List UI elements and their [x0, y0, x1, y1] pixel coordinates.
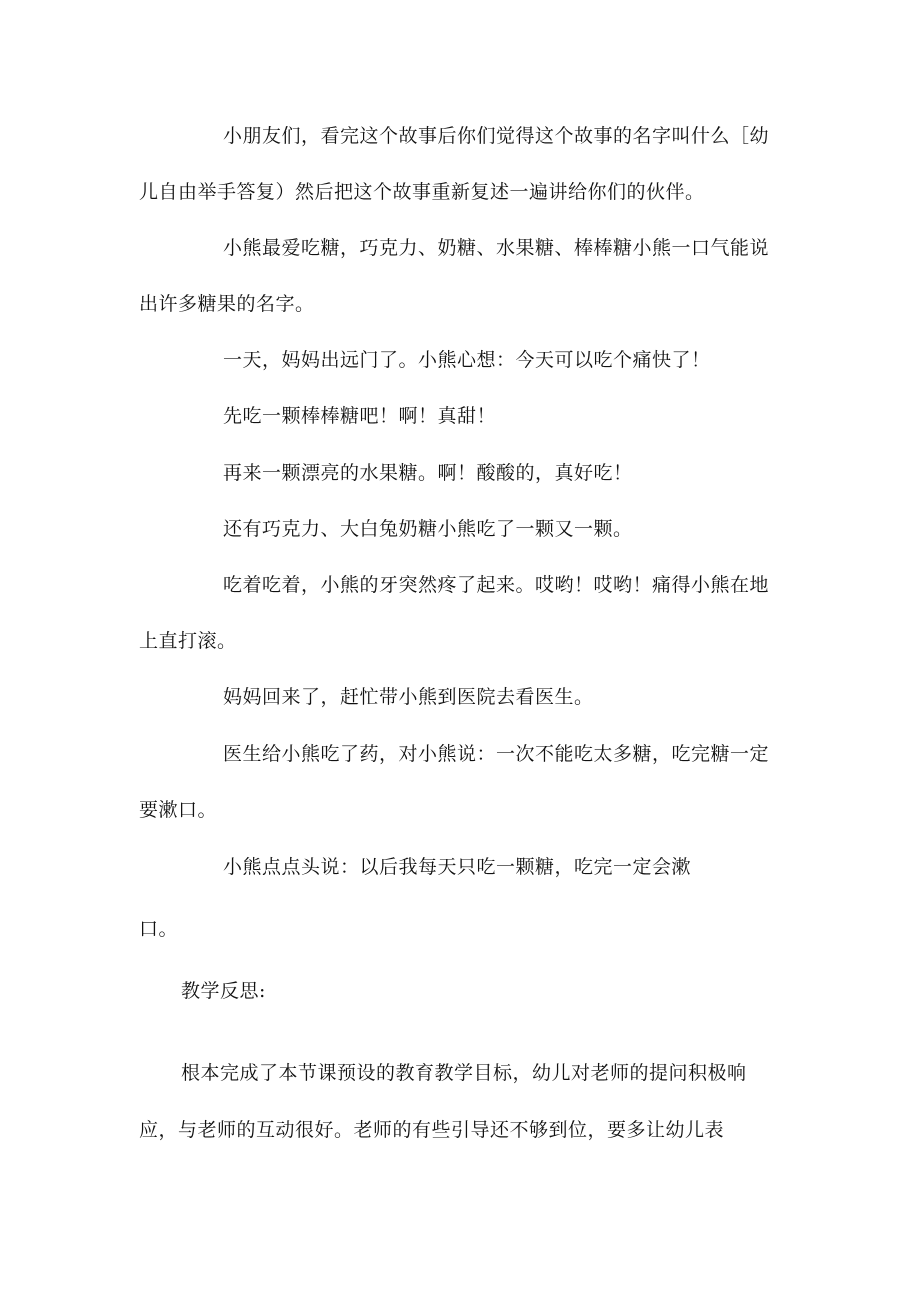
- paragraph-6: 还有巧克力、大白兔奶糖小熊吃了一颗又一颗。: [223, 518, 633, 540]
- paragraph-9-line-2: 要漱口。: [139, 799, 218, 821]
- paragraph-11-line-1: 根本完成了本节课预设的教育教学目标，幼儿对老师的提问积极响: [181, 1062, 747, 1084]
- paragraph-3: 一天，妈妈出远门了。小熊心想：今天可以吃个痛快了！: [223, 349, 711, 371]
- paragraph-11-line-2: 应，与老师的互动很好。老师的有些引导还不够到位，要多让幼儿表: [139, 1119, 725, 1141]
- paragraph-5: 再来一颗漂亮的水果糖。啊！酸酸的，真好吃！: [223, 462, 633, 484]
- paragraph-2-line-2: 出许多糖果的名字。: [139, 293, 315, 315]
- paragraph-8: 妈妈回来了，赶忙带小熊到医院去看医生。: [223, 686, 594, 708]
- paragraph-7-line-1: 吃着吃着，小熊的牙突然疼了起来。哎哟！哎哟！痛得小熊在地: [223, 574, 770, 596]
- paragraph-9-line-1: 医生给小熊吃了药，对小熊说：一次不能吃太多糖，吃完糖一定: [223, 743, 770, 765]
- paragraph-10-line-2: 口。: [139, 918, 179, 940]
- paragraph-7-line-2: 上直打滚。: [139, 630, 237, 652]
- paragraph-1-line-1: 小朋友们，看完这个故事后你们觉得这个故事的名字叫什么［幼: [223, 125, 770, 147]
- paragraph-10-line-1: 小熊点点头说：以后我每天只吃一颗糖，吃完一定会漱: [223, 856, 692, 878]
- section-heading-reflection: 教学反思:: [181, 980, 266, 1002]
- paragraph-4: 先吃一颗棒棒糖吧！啊！真甜！: [223, 405, 497, 427]
- paragraph-2-line-1: 小熊最爱吃糖，巧克力、奶糖、水果糖、棒棒糖小熊一口气能说: [223, 237, 770, 259]
- paragraph-1-line-2: 儿自由举手答复）然后把这个故事重新复述一遍讲给你们的伙伴。: [139, 181, 705, 203]
